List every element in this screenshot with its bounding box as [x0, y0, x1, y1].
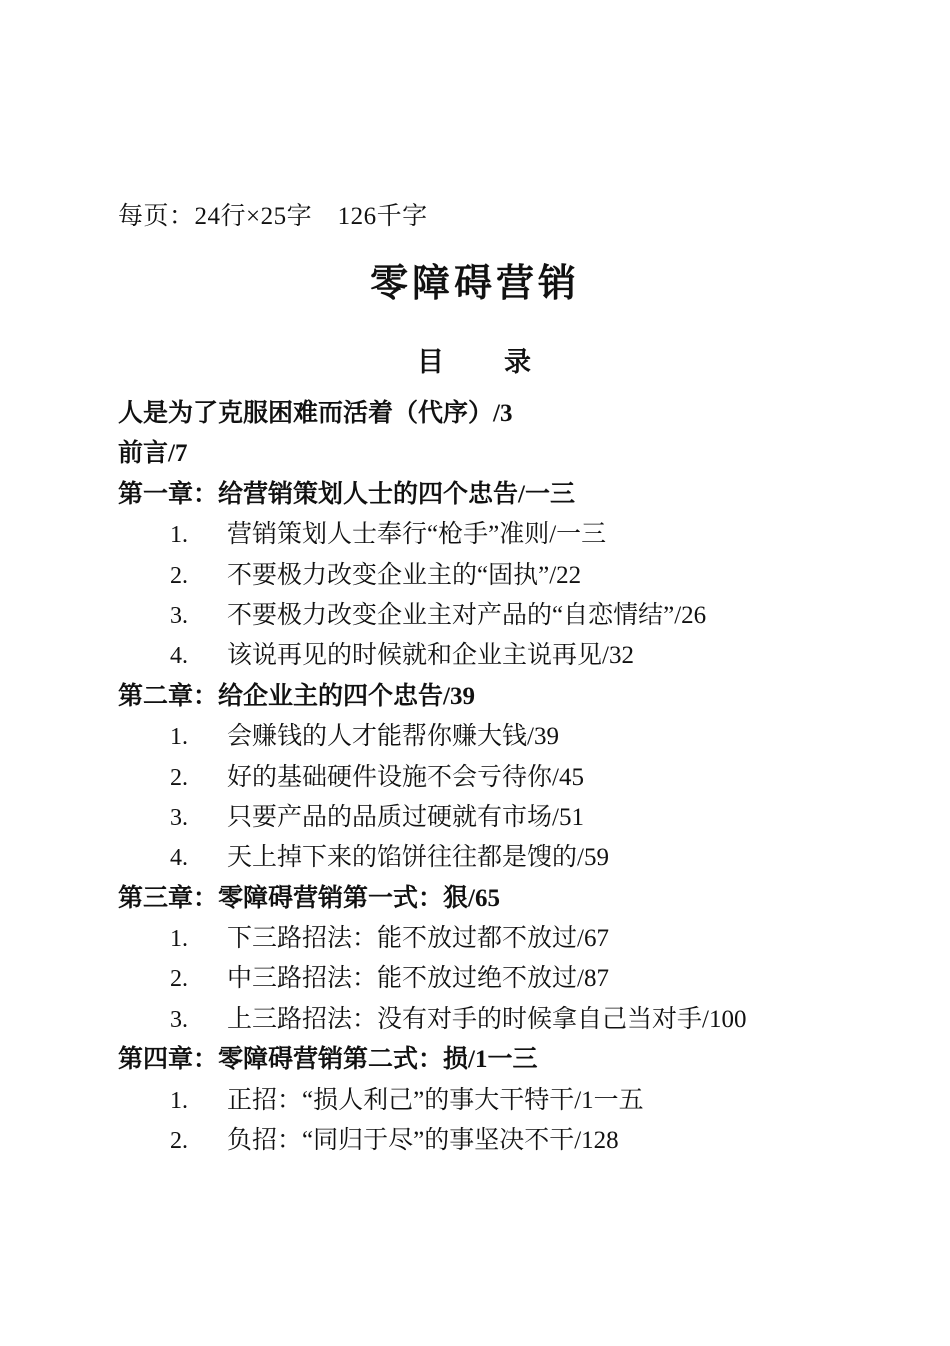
toc-heading: [0, 340, 950, 379]
toc-section-entry: [118, 758, 878, 798]
toc-section-entry: [118, 717, 878, 757]
toc-entry-text: 第四章：零障碍营销第二式：损/1一三: [118, 1046, 538, 1074]
toc-entry-text: 不要极力改变企业主的“固执”/22: [227, 561, 582, 589]
toc-section-number: 1.: [170, 724, 188, 751]
toc-entry-text: 下三路招法：能不放过都不放过/67: [227, 925, 609, 953]
toc-entry-text: 第三章：零障碍营销第一式：狠/65: [118, 884, 500, 912]
toc-section-entry: [118, 798, 878, 838]
toc-entry-text: 正招：“损人利己”的事大干特干/1一五: [227, 1086, 644, 1114]
toc-section-number: 2.: [170, 562, 188, 589]
toc-section-number: 1.: [170, 1087, 188, 1114]
toc-entry-text: 前言/7: [118, 440, 188, 468]
toc-section-entry: [118, 919, 878, 959]
toc-entry-text: 负招：“同归于尽”的事坚决不干/128: [227, 1127, 619, 1155]
toc-section-number: 1.: [170, 522, 188, 549]
toc-section-number: 3.: [170, 804, 188, 831]
toc-section-number: 2.: [170, 966, 188, 993]
toc-entry-text: 该说再见的时候就和企业主说再见/32: [227, 642, 634, 670]
toc-chapter-entry: [118, 1040, 878, 1080]
toc-section-entry: [118, 636, 878, 676]
toc-chapter-entry: [118, 394, 878, 434]
toc-entry-text: 第一章：给营销策划人士的四个忠告/一三: [118, 480, 575, 508]
toc-section-number: 1.: [170, 926, 188, 953]
toc-section-number: 3.: [170, 602, 188, 629]
book-title: 零障碍营销: [369, 261, 580, 305]
page-spec-line: 每页：24行×25字 126千字: [118, 203, 428, 230]
toc-entry-text: 中三路招法：能不放过绝不放过/87: [227, 965, 609, 993]
toc-entry-text: 人是为了克服困难而活着（代序）/3: [118, 400, 513, 427]
toc-chapter-entry: [118, 475, 878, 515]
toc-section-number: 2.: [170, 764, 188, 791]
toc-entry-text: 好的基础硬件设施不会亏待你/45: [227, 763, 584, 791]
toc-entry-text: 不要极力改变企业主对产品的“自恋情结”/26: [227, 601, 707, 629]
toc-chapter-entry: [118, 879, 878, 919]
toc-entry-text: 只要产品的品质过硬就有市场/51: [227, 803, 584, 831]
toc-section-entry: [118, 515, 878, 555]
toc-section-entry: [118, 556, 878, 596]
toc-entry-text: 会赚钱的人才能帮你赚大钱/39: [227, 723, 559, 751]
toc-entry-text: 营销策划人士奉行“枪手”准则/一三: [227, 521, 607, 549]
toc-section-entry: [118, 1081, 878, 1121]
toc-entry-text: 天上掉下来的馅饼往往都是馊的/59: [227, 844, 609, 872]
toc-section-number: 3.: [170, 1006, 188, 1033]
toc-chapter-entry: [118, 434, 878, 474]
toc-section-number: 4.: [170, 845, 188, 872]
toc-section-number: 4.: [170, 643, 188, 670]
toc-section-entry: [118, 838, 878, 878]
toc-section-entry: [118, 1000, 878, 1040]
toc-section-number: 2.: [170, 1128, 188, 1155]
toc-heading-left: 目: [417, 347, 446, 378]
toc-entry-text: 第二章：给企业主的四个忠告/39: [118, 682, 475, 710]
toc-section-entry: [118, 1121, 878, 1161]
toc-heading-right: 录: [504, 347, 533, 378]
toc-chapter-entry: [118, 677, 878, 717]
table-of-contents: [118, 394, 878, 1161]
toc-section-entry: [118, 959, 878, 999]
toc-entry-text: 上三路招法：没有对手的时候拿自己当对手/100: [227, 1005, 747, 1033]
toc-section-entry: [118, 596, 878, 636]
